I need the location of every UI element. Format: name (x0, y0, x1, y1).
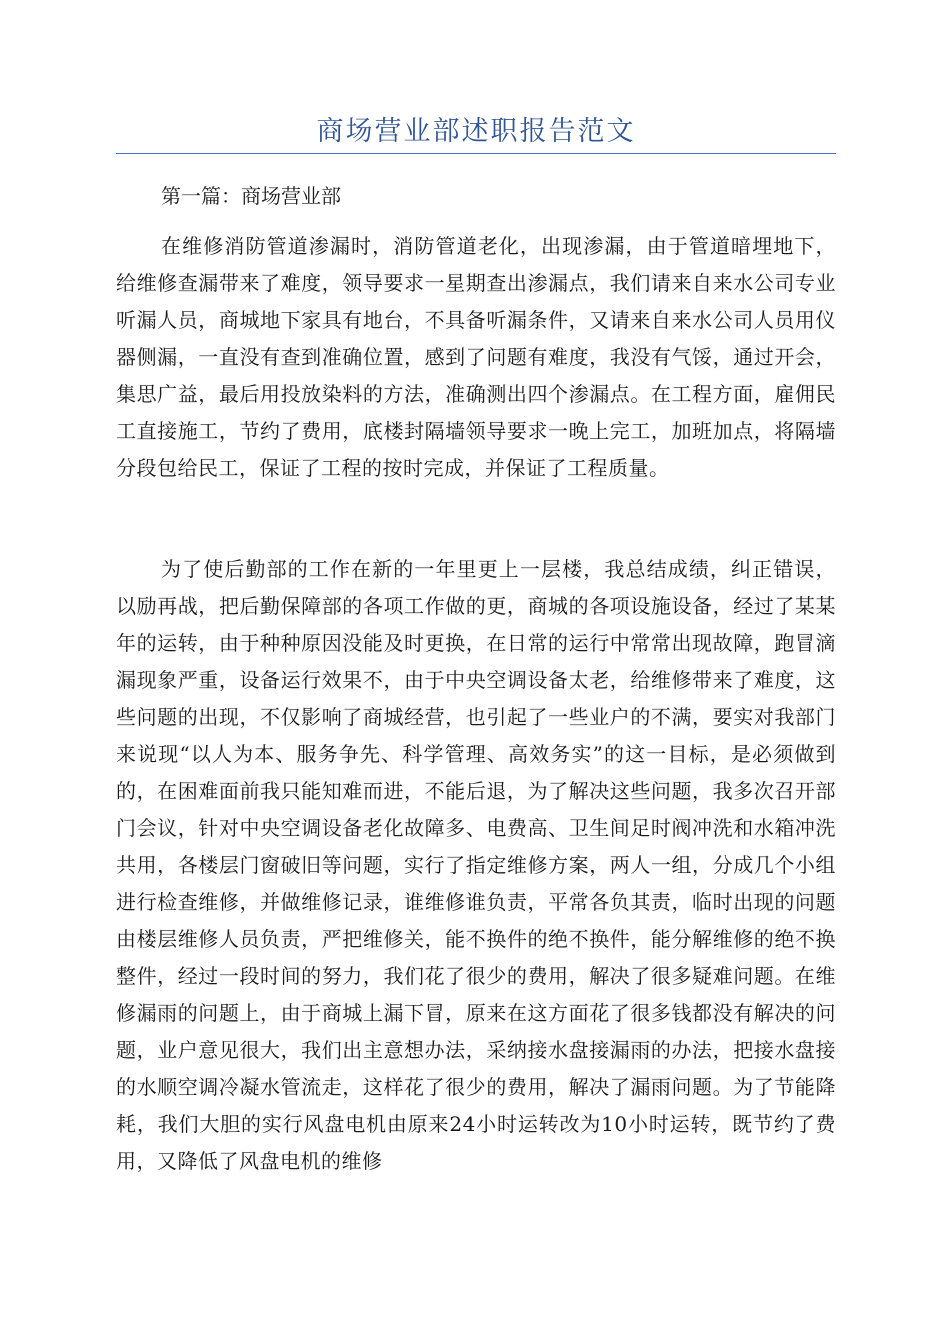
body-paragraph-2: 为了使后勤部的工作在新的一年里更上一层楼，我总结成绩，纠正错误，以励再战，把后勤保障部的各项工作做的更，商城的各项设施设备，经过了某某年的运转，由于种种原因没能及时更换，在日常的运行中常常出现故障，跑冒滴漏现象严重，设备运行效果不，由于中央空调设备太老，给维修带来了难度，这些问题的出现，不仅影响了商城经营，也引起了一些业户的不满，要实对我部门来说现“以人为本、服务争先、科学管理、高效务实”的这一目标，是必须做到的，在困难面前我只能知难而进，不能后退，为了解决这些问题，我多次召开部门会议，针对中央空调设备老化故障多、电费高、卫生间足时阀冲洗和水箱冲洗共用，各楼层门窗破旧等问题，实行了指定维修方案，两人一组，分成几个小组进行检查维修，并做维修记录，谁维修谁负责，平常各负其责，临时出现的问题由楼层维修人员负责，严把维修关，能不换件的绝不换件，能分解维修的绝不换整件，经过一段时间的努力，我们花了很少的费用，解决了很多疑难问题。在维修漏雨的问题上，由于商城上漏下冒，原来在这方面花了很多钱都没有解决的问题，业户意见很大，我们出主意想办法，采纳接水盘接漏雨的办法，把接水盘接的水顺空调冷凝水管流走，这样花了很少的费用，解决了漏雨问题。为了节能降耗，我们大胆的实行风盘电机由原来24小时运转改为10小时运转，既节约了费用，又降低了风盘电机的维修 (116, 557, 836, 1173)
document-title: 商场营业部述职报告范文 (316, 116, 636, 147)
body-paragraph-1: 在维修消防管道渗漏时，消防管道老化，出现渗漏，由于管道暗埋地下，给维修查漏带来了难度，领导要求一星期查出渗漏点，我们请来自来水公司专业听漏人员，商城地下家具有地台，不具备听漏条件，又请来自来水公司人员用仪器侧漏，一直没有查到准确位置，感到了问题有难度，我没有气馁，通过开会，集思广益，最后用投放染料的方法，准确测出四个渗漏点。在工程方面，雇佣民工直接施工，节约了费用，底楼封隔墙领导要求一晚上完工，加班加点，将隔墙分段包给民工，保证了工程的按时完成，并保证了工程质量。 (116, 234, 836, 480)
title-underline (116, 153, 836, 154)
section-heading: 第一篇：商场营业部 (161, 184, 341, 208)
